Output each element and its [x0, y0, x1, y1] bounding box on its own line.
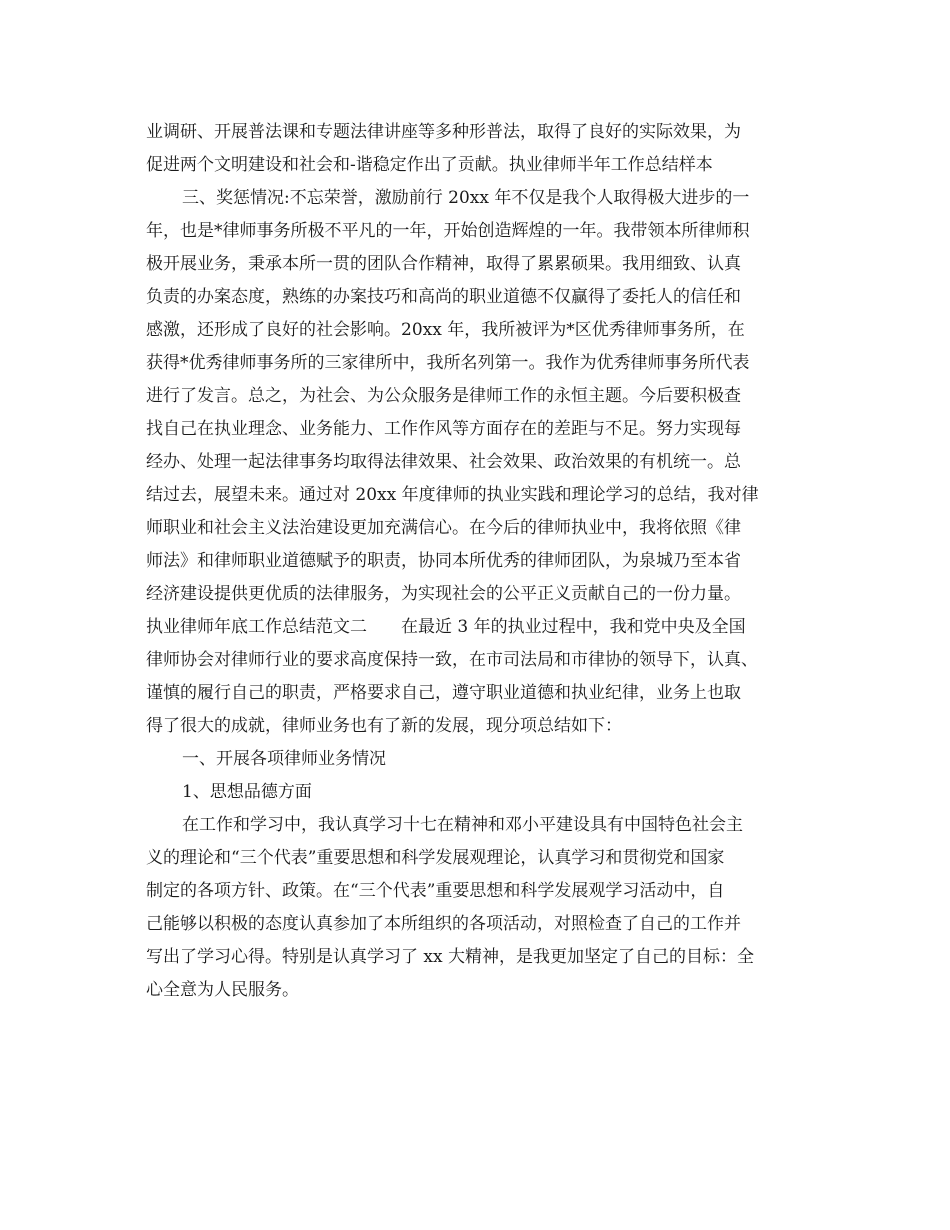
text-line: 心全意为人民服务。: [146, 980, 299, 1000]
text-line: 年，也是*律师事务所极不平凡的一年，开始创造辉煌的一年。我带领本所律师积: [146, 221, 750, 241]
text-line: 促进两个文明建设和社会和-谐稳定作出了贡献。执业律师半年工作总结样本: [146, 155, 713, 175]
text-line: 找自己在执业理念、业务能力、工作作风等方面存在的差距与不足。努力实现每: [146, 419, 741, 439]
document-body: [146, 116, 816, 1007]
text-line: 律师协会对律师行业的要求高度保持一致，在市司法局和市律协的领导下，认真、: [146, 650, 758, 670]
text-line: 在工作和学习中，我认真学习十七在精神和邓小平建设具有中国特色社会主: [182, 815, 743, 835]
text-line: 己能够以积极的态度认真参加了本所组织的各项活动，对照检查了自己的工作并: [146, 914, 741, 934]
text-line: 得了很大的成就，律师业务也有了新的发展，现分项总结如下：: [146, 716, 622, 736]
text-line: 获得*优秀律师事务所的三家律所中，我所名列第一。我作为优秀律师事务所代表: [146, 353, 750, 373]
text-line: 极开展业务，秉承本所一贯的团队合作精神，取得了累累硕果。我用细致、认真: [146, 254, 741, 274]
text-line: 师职业和社会主义法治建设更加充满信心。在今后的律师执业中，我将依照《律: [146, 518, 741, 538]
section-heading-awards: 三、奖惩情况:不忘荣誉，激励前行 20xx 年不仅是我个人取得极大进步的一: [182, 188, 750, 208]
text-line: 感激，还形成了良好的社会影响。20xx 年，我所被评为*区优秀律师事务所，在: [146, 320, 745, 340]
subsection-heading-ideology: 1、思想品德方面: [182, 782, 312, 802]
text-line: 执业律师年底工作总结范文二 在最近 3 年的执业过程中，我和党中央及全国: [146, 617, 746, 637]
text-line: 写出了学习心得。特别是认真学习了 xx 大精神，是我更加坚定了自己的目标：全: [146, 947, 754, 967]
section-heading-business: 一、开展各项律师业务情况: [182, 749, 386, 769]
text-line: 谨慎的履行自己的职责，严格要求自己，遵守职业道德和执业纪律，业务上也取: [146, 683, 741, 703]
text-line: 经济建设提供更优质的法律服务，为实现社会的公平正义贡献自己的一份力量。: [146, 584, 741, 604]
text-line: 经办、处理一起法律事务均取得法律效果、社会效果、政治效果的有机统一。总: [146, 452, 741, 472]
text-line: 进行了发言。总之，为社会、为公众服务是律师工作的永恒主题。今后要积极查: [146, 386, 741, 406]
text-line: 负责的办案态度，熟练的办案技巧和高尚的职业道德不仅赢得了委托人的信任和: [146, 287, 741, 307]
text-line: 义的理论和“三个代表”重要思想和科学发展观理论，认真学习和贯彻党和国家: [146, 848, 725, 868]
text-line: 结过去，展望未来。通过对 20xx 年度律师的执业实践和理论学习的总结，我对律: [146, 485, 759, 505]
text-line: 师法》和律师职业道德赋予的职责，协同本所优秀的律师团队，为泉城乃至本省: [146, 551, 741, 571]
text-line: 业调研、开展普法课和专题法律讲座等多种形普法，取得了良好的实际效果，为: [146, 122, 741, 142]
text-line: 制定的各项方针、政策。在“三个代表”重要思想和科学发展观学习活动中，自: [146, 881, 725, 901]
